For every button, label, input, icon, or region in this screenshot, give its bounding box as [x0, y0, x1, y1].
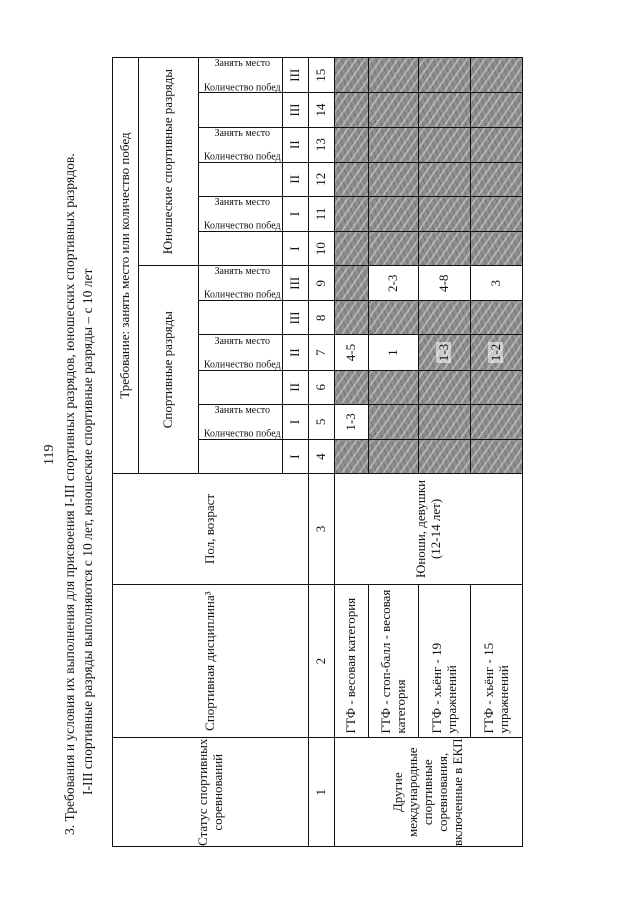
- shaded-cell: [471, 404, 523, 439]
- page-number: 119: [42, 444, 57, 465]
- column-number: 12: [309, 162, 335, 196]
- rank-cell: I: [283, 196, 309, 231]
- shaded-cell: [419, 58, 471, 93]
- subheader-wins-4: Количество побед: [199, 232, 283, 266]
- shaded-cell: [419, 196, 471, 231]
- shaded-cell: 1-3: [419, 335, 471, 370]
- subheader-place-4: Занять место: [199, 196, 283, 231]
- rank-cell: II: [283, 127, 309, 162]
- discipline-cell: ГТФ - хьёнг - 19 упражнений: [419, 584, 471, 738]
- shaded-cell: 1-2: [471, 335, 523, 370]
- place-cell: 4-8: [419, 266, 471, 301]
- column-number: 5: [309, 404, 335, 439]
- shaded-cell: [335, 301, 369, 335]
- subheader-place-2: Занять место: [199, 335, 283, 370]
- shaded-cell: [419, 232, 471, 266]
- shaded-cell: [419, 162, 471, 196]
- subheader-place-1: Занять место: [199, 404, 283, 439]
- shaded-cell: [419, 301, 471, 335]
- shaded-cell: [335, 266, 369, 301]
- section-subheading: I-III спортивные разряды выполняются с 10 лет, юношеские спортивные разряды – с 10 лет: [80, 268, 95, 795]
- header-requirement: Требование: занять место или количество побед: [113, 58, 139, 474]
- shaded-cell: [471, 162, 523, 196]
- rank-cell: I: [283, 404, 309, 439]
- shaded-cell: [419, 127, 471, 162]
- shaded-cell: [369, 440, 419, 474]
- shaded-cell: [335, 196, 369, 231]
- shaded-cell: [369, 370, 419, 404]
- header-discipline: Спортивная дисциплина³: [113, 584, 309, 738]
- column-number: 9: [309, 266, 335, 301]
- column-number: 15: [309, 58, 335, 93]
- rank-cell: III: [283, 301, 309, 335]
- rank-cell: III: [283, 266, 309, 301]
- shaded-cell: [335, 58, 369, 93]
- shaded-cell: [335, 370, 369, 404]
- shaded-cell: [335, 162, 369, 196]
- column-number: 2: [309, 584, 335, 738]
- column-number: 14: [309, 93, 335, 127]
- shaded-cell: [369, 232, 419, 266]
- shaded-cell: [419, 93, 471, 127]
- header-youth-ranks: Юношеские спортивные разряды: [139, 58, 199, 266]
- column-number: 7: [309, 335, 335, 370]
- shaded-cell: [471, 301, 523, 335]
- rank-cell: I: [283, 440, 309, 474]
- shaded-cell: [335, 440, 369, 474]
- subheader-wins-3: Количество побед: [199, 301, 283, 335]
- column-number: 4: [309, 440, 335, 474]
- shaded-cell: [369, 301, 419, 335]
- subheader-place-6: Занять место: [199, 58, 283, 93]
- shaded-cell: [471, 127, 523, 162]
- gender-age-cell: Юноши, девушки (12-14 лет): [335, 474, 523, 585]
- header-sport-ranks: Спортивные разряды: [139, 266, 199, 474]
- shaded-cell: [471, 232, 523, 266]
- section-heading: 3. Требования и условия их выполнения для присвоения I-III спортивных разрядов, юношеских спортивных разрядов.: [62, 153, 77, 835]
- requirements-table: [112, 57, 523, 847]
- column-number: 8: [309, 301, 335, 335]
- subheader-wins-1: Количество побед: [199, 440, 283, 474]
- column-number: 13: [309, 127, 335, 162]
- shaded-cell: [335, 93, 369, 127]
- shaded-cell: [419, 370, 471, 404]
- shaded-cell: [335, 127, 369, 162]
- shaded-cell: [335, 232, 369, 266]
- subheader-place-3: Занять место: [199, 266, 283, 301]
- column-number: 10: [309, 232, 335, 266]
- column-number: 6: [309, 370, 335, 404]
- place-cell: 1-3: [335, 404, 369, 439]
- header-status: Статус спортивных соревнований: [113, 738, 309, 847]
- column-number: 3: [309, 474, 335, 585]
- discipline-cell: ГТФ - весовая категория: [335, 584, 369, 738]
- subheader-place-5: Занять место: [199, 127, 283, 162]
- shaded-cell: [369, 58, 419, 93]
- rank-cell: III: [283, 58, 309, 93]
- shaded-cell: [471, 196, 523, 231]
- shaded-cell: [471, 58, 523, 93]
- rank-cell: II: [283, 162, 309, 196]
- place-cell: 2-3: [369, 266, 419, 301]
- shaded-cell: [369, 93, 419, 127]
- rank-cell: III: [283, 93, 309, 127]
- header-gender-age: Пол, возраст: [113, 474, 309, 585]
- subheader-wins-6: Количество побед: [199, 93, 283, 127]
- place-cell: 1: [369, 335, 419, 370]
- column-number: 11: [309, 196, 335, 231]
- rank-cell: I: [283, 232, 309, 266]
- shaded-cell: [369, 162, 419, 196]
- discipline-cell: ГТФ - стоп-балл - весовая категория: [369, 584, 419, 738]
- place-cell: 4-5: [335, 335, 369, 370]
- shaded-cell: [471, 370, 523, 404]
- shaded-cell: [369, 127, 419, 162]
- status-cell: Другие международные спортивные соревнования, включенные в ЕКП: [335, 738, 523, 847]
- shaded-cell: [369, 196, 419, 231]
- discipline-cell: ГТФ - хьёнг - 15 упражнений: [471, 584, 523, 738]
- shaded-cell: [471, 440, 523, 474]
- place-cell: 3: [471, 266, 523, 301]
- subheader-wins-5: Количество побед: [199, 162, 283, 196]
- shaded-cell: [419, 404, 471, 439]
- subheader-wins-2: Количество побед: [199, 370, 283, 404]
- shaded-cell: [471, 93, 523, 127]
- shaded-cell: [419, 440, 471, 474]
- shaded-cell: [369, 404, 419, 439]
- rank-cell: II: [283, 370, 309, 404]
- rank-cell: II: [283, 335, 309, 370]
- column-number: 1: [309, 738, 335, 847]
